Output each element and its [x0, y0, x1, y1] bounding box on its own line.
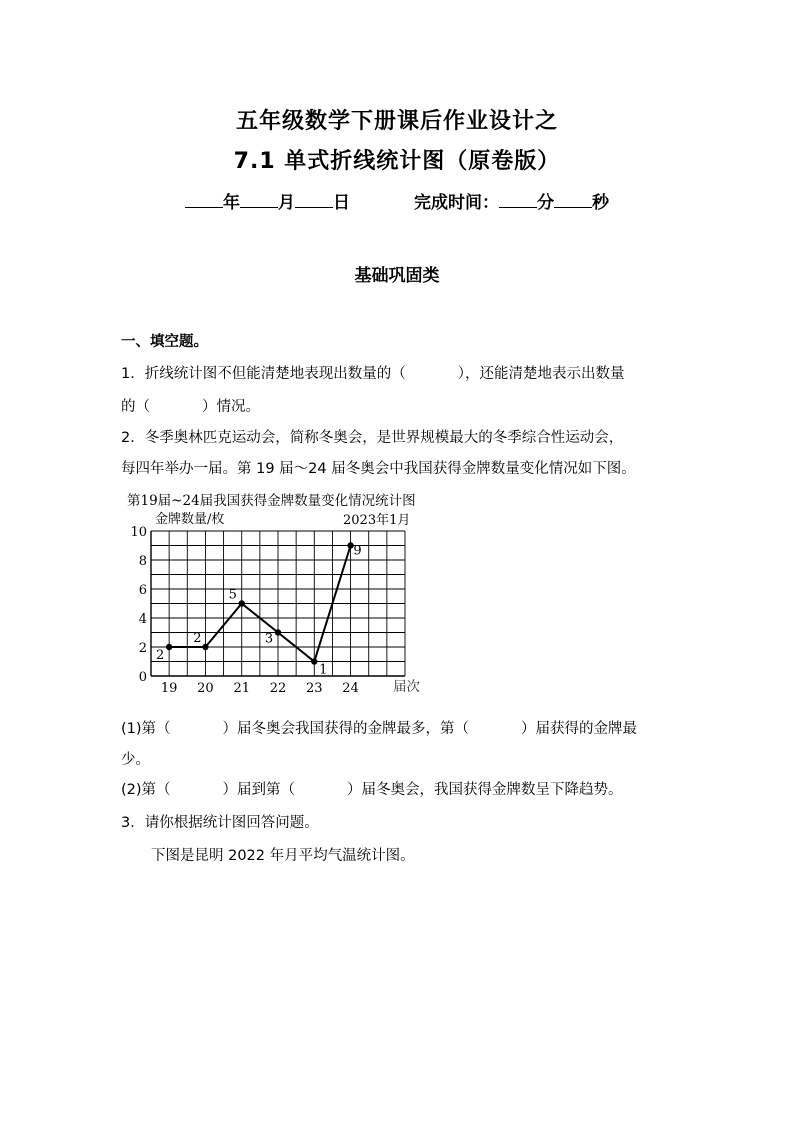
y-tick-label: 10 [130, 525, 147, 540]
chart-x-axis-label: 届次 [393, 679, 420, 695]
q2-line1: 2．冬季奥林匹克运动会，简称冬奥会，是世界规模最大的冬季综合性运动会， [121, 430, 624, 446]
minute-blank[interactable] [499, 191, 537, 208]
data-point [166, 644, 172, 650]
q1-text-d: ）情况。 [202, 399, 260, 415]
q2-sub1-text-c: ）届获得的金牌最 [521, 721, 638, 737]
q2-sub2-text-b: ）届到第（ [222, 782, 296, 798]
q2-sub1-line2: 少。 [121, 752, 150, 768]
chart-date-note: 2023年1月 [343, 513, 411, 528]
data-label: 1 [319, 662, 328, 678]
y-tick-label: 8 [138, 554, 147, 569]
y-tick-label: 2 [138, 641, 147, 656]
month-label: 月 [278, 193, 295, 213]
data-label: 2 [156, 648, 165, 663]
day-label: 日 [333, 193, 350, 213]
data-label: 2 [193, 631, 202, 646]
x-tick-label: 21 [233, 681, 250, 696]
section-title: 基础巩固类 [354, 266, 440, 286]
chart-x-ticks [161, 681, 359, 696]
data-label: 5 [228, 587, 237, 603]
q1-line2 [121, 395, 260, 416]
data-point [239, 600, 245, 606]
worksheet-subtitle: 7.1 单式折线统计图（原卷版） [233, 149, 561, 174]
day-blank[interactable] [295, 191, 333, 208]
chart-y-axis-label: 金牌数量/枚 [155, 512, 225, 527]
q2-sub2-text-c: ）届冬奥会，我国获得金牌数呈下降趋势。 [347, 782, 623, 798]
chart-y-ticks [130, 525, 147, 685]
x-tick-label: 23 [306, 681, 323, 696]
q1-text-b: ），还能清楚地表示出数量 [457, 366, 625, 382]
chart-grid [151, 531, 405, 676]
y-tick-label: 4 [138, 612, 147, 627]
q3-line1: 3．请你根据统计图回答问题。 [121, 815, 319, 831]
month-blank[interactable] [240, 191, 278, 208]
y-tick-label: 0 [138, 670, 147, 685]
data-point [202, 644, 208, 650]
data-label: 3 [264, 631, 274, 647]
second-label: 秒 [592, 193, 609, 213]
data-point [311, 658, 317, 664]
date-time-line [0, 188, 794, 213]
q1-text-c: 的（ [121, 399, 150, 415]
q2-sub2-text-a: (2)第（ [121, 782, 171, 798]
x-tick-label: 20 [197, 681, 214, 696]
chart-title: 第19届~24届我国获得金牌数量变化情况统计图 [127, 493, 416, 509]
worksheet-title: 五年级数学下册课后作业设计之 [235, 109, 558, 134]
x-tick-label: 19 [160, 681, 178, 696]
q2-sub2-line [121, 778, 623, 799]
x-tick-label: 24 [342, 681, 359, 696]
q1-line1 [121, 362, 624, 383]
q2-sub1-text-b: ）届冬奥会我国获得的金牌最多，第（ [222, 721, 470, 737]
data-point [275, 629, 281, 635]
q2-sub1-text-a: (1)第（ [121, 721, 171, 737]
y-tick-label: 6 [138, 583, 147, 598]
second-blank[interactable] [554, 191, 592, 208]
q1-text-a: 1．折线统计图不但能清楚地表现出数量的（ [121, 366, 406, 382]
part-heading: 一、填空题。 [121, 334, 208, 350]
time-label: 完成时间： [414, 193, 499, 213]
x-tick-label: 22 [269, 681, 287, 696]
year-label: 年 [223, 193, 240, 213]
q3-line2: 下图是昆明 2022 年月平均气温统计图。 [151, 848, 415, 864]
year-blank[interactable] [185, 191, 223, 208]
q2-sub1-line1 [121, 717, 637, 738]
q2-line2: 每四年举办一届。第 19 届～24 届冬奥会中我国获得金牌数量变化情况如下图。 [121, 461, 636, 477]
gold-medal-line-chart [115, 488, 435, 698]
data-label: 9 [353, 543, 362, 559]
minute-label: 分 [537, 193, 554, 213]
